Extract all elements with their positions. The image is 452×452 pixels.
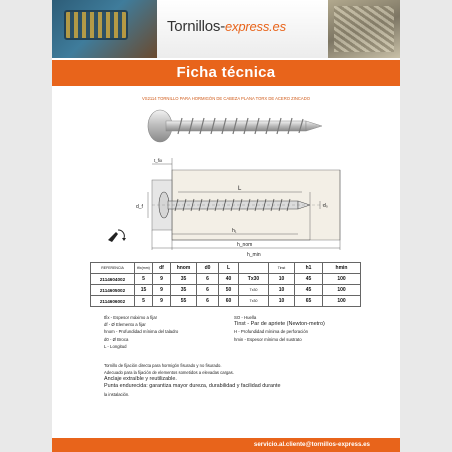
label-tfix: t_fix: [154, 158, 163, 163]
description-line: Tornillo de fijación directa para hormigón fisurado y no fisurado.: [104, 363, 222, 368]
col-header: hnom: [171, 263, 197, 274]
table-cell: 45: [295, 285, 323, 296]
technical-drawing: [52, 152, 400, 262]
screws-image: [334, 6, 394, 52]
legend-item: tfix - Espesor máximo a fijar: [104, 315, 158, 320]
table-cell: 5: [135, 296, 153, 307]
title-banner: [52, 60, 400, 86]
col-header: h1: [295, 263, 323, 274]
label-hnom: h_nom: [237, 242, 253, 248]
logo-main: Tornillos-: [167, 18, 226, 35]
contact-email-link[interactable]: servicio.al.cliente@tornillos-express.es: [253, 441, 370, 448]
logo-area: [157, 0, 328, 58]
table-cell: 15: [135, 285, 153, 296]
table-cell: 55: [171, 296, 197, 307]
table-cell: 10: [269, 274, 295, 285]
description-line: Anclaje extraíble y reutilizable.: [104, 376, 177, 382]
col-header: hmin: [323, 263, 361, 274]
table-cell: 100: [323, 296, 361, 307]
legend-item: hmin - Espesor mínimo del sustrato: [234, 336, 302, 342]
product-subtitle: VS2114 TORNILLO PARA HORMIGÓN DE CABEZA PLANA TORX DE ACERO ZINCADO: [141, 96, 310, 101]
col-header: Tinst: [269, 263, 295, 274]
table-cell: 35: [171, 285, 197, 296]
table-cell: Tx30: [239, 296, 269, 307]
label-L: L: [238, 186, 242, 192]
product-screw-image: [52, 100, 400, 150]
description-line: Adecuado para la fijación de elementos sometidos a elevadas cargas.: [104, 370, 234, 375]
table-cell: 60: [219, 296, 239, 307]
table-cell: 10: [269, 285, 295, 296]
tools-photo: [52, 0, 157, 58]
logo-accent: express.es: [225, 19, 286, 34]
table-cell: 5: [135, 274, 153, 285]
legend-left: [104, 314, 224, 350]
table-cell: 35: [171, 274, 197, 285]
col-header: d0: [197, 263, 219, 274]
toolbox-image: [64, 10, 128, 40]
spec-table: [90, 262, 361, 307]
table-header-row: [91, 263, 361, 274]
table-cell: 6: [197, 296, 219, 307]
table-cell: Tx30: [239, 285, 269, 296]
table-cell: 6: [197, 274, 219, 285]
rotation-icon: [108, 230, 126, 242]
legend-item: hnom - Profundidad mínima del taladro: [104, 329, 179, 335]
col-header: L: [219, 263, 239, 274]
legend-item: Tinst - Par de apriete (Newton-metro): [234, 321, 325, 328]
label-df: d_f: [136, 204, 143, 210]
legend-item: d0 - Ø Broca: [104, 336, 129, 342]
table-cell: 6: [197, 285, 219, 296]
footer-bar: [52, 438, 400, 452]
table-cell: 40: [219, 274, 239, 285]
legend-right: [234, 314, 384, 343]
datasheet-page: [52, 0, 400, 452]
product-description: [104, 362, 364, 398]
table-cell: 45: [295, 274, 323, 285]
description-line: Punta endurecida: garantiza mayor dureza, durabilidad y facilidad durante: [104, 383, 281, 390]
legend-item: df - Ø Elemento a fijar: [104, 322, 146, 328]
legend-item: SO - Huella: [234, 315, 257, 320]
table-cell: Tx30: [239, 274, 269, 285]
label-h1: h₁: [232, 228, 237, 234]
table-row: [91, 274, 361, 285]
table-row: [91, 296, 361, 307]
table-cell: 2114606002: [91, 296, 135, 307]
col-header-torx-icon: [239, 263, 269, 274]
page-title: Ficha técnica: [176, 64, 276, 81]
legend-item: L - Longitud: [104, 343, 127, 349]
brand-logo[interactable]: [167, 18, 286, 35]
table-cell: 65: [295, 296, 323, 307]
table-cell: 2114605002: [91, 285, 135, 296]
legend-item: H - Profundidad mínima de perforación: [234, 329, 309, 335]
table-cell: 9: [153, 296, 171, 307]
label-d0: d₀: [323, 203, 328, 209]
table-row: [91, 285, 361, 296]
table-cell: 100: [323, 274, 361, 285]
table-cell: 9: [153, 285, 171, 296]
table-cell: 9: [153, 274, 171, 285]
table-cell: 100: [323, 285, 361, 296]
col-header: df: [153, 263, 171, 274]
col-header: REFERENCIA: [91, 263, 135, 274]
table-cell: 50: [219, 285, 239, 296]
table-cell: 10: [269, 296, 295, 307]
description-line: la instalación.: [104, 391, 130, 397]
col-header: tfix(mm): [135, 263, 153, 274]
screws-photo: [328, 0, 400, 58]
table-cell: 2114604002: [91, 274, 135, 285]
label-hmin: h_min: [247, 252, 261, 258]
